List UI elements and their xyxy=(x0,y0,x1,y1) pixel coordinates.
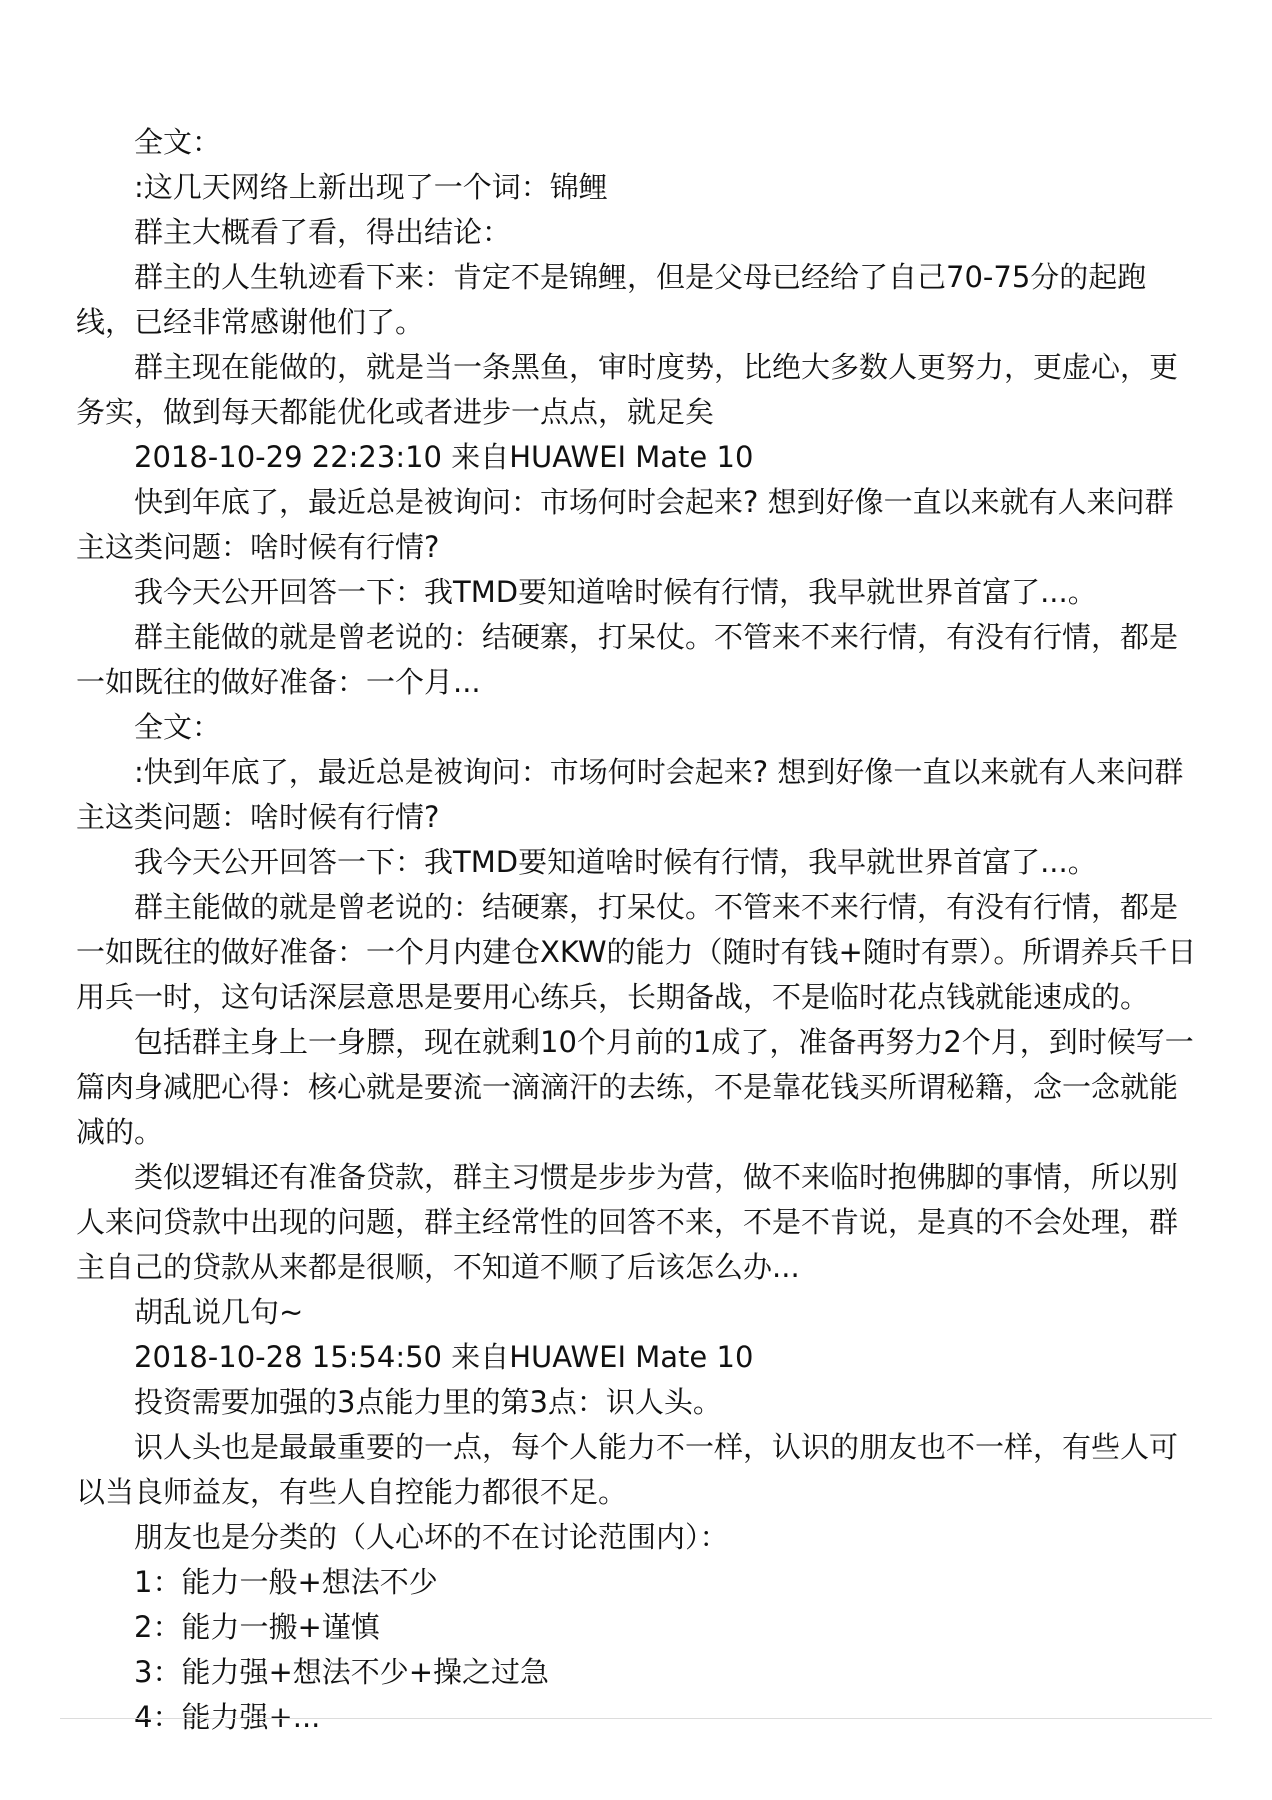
paragraph: 群主现在能做的，就是当一条黑鱼，审时度势，比绝大多数人更努力，更虚心，更务实，做到每天都能优化或者进步一点点，就足矣 xyxy=(76,350,1179,429)
paragraph: :快到年底了，最近总是被询问：市场何时会起来? 想到好像一直以来就有人来问群主这类问题：啥时候有行情? xyxy=(76,755,1184,834)
paragraph: 快到年底了，最近总是被询问：市场何时会起来? 想到好像一直以来就有人来问群主这类问题：啥时候有行情? xyxy=(76,485,1174,564)
paragraph: 包括群主身上一身膘，现在就剩10个月前的1成了，准备再努力2个月，到时候写一篇肉身减肥心得：核心就是要流一滴滴汗的去练，不是靠花钱买所谓秘籍，念一念就能减的。 xyxy=(76,1025,1194,1149)
paragraph: 群主能做的就是曾老说的：结硬寨，打呆仗。不管来不来行情，有没有行情，都是一如既往的做好准备：一个月... xyxy=(76,620,1179,699)
paragraph: 全文： xyxy=(134,125,222,159)
footer-divider xyxy=(60,1718,1212,1719)
paragraph: 群主的人生轨迹看下来：肯定不是锦鲤，但是父母已经给了自己70-75分的起跑线，已经非常感谢他们了。 xyxy=(76,260,1147,339)
document-body xyxy=(76,120,1200,1740)
paragraph: 类似逻辑还有准备贷款，群主习惯是步步为营，做不来临时抱佛脚的事情，所以别人来问贷款中出现的问题，群主经常性的回答不来，不是不肯说，是真的不会处理，群主自己的贷款从来都是很顺，不知道不顺了后该怎么办... xyxy=(76,1160,1179,1284)
paragraph: 全文： xyxy=(134,710,222,744)
paragraph: 2：能力一搬+谨慎 xyxy=(134,1610,380,1644)
paragraph: 群主能做的就是曾老说的：结硬寨，打呆仗。不管来不来行情，有没有行情，都是一如既往的做好准备：一个月内建仓XKW的能力（随时有钱+随时有票）。所谓养兵千日用兵一时，这句话深层意思是要用心练兵，长期备战，不是临时花点钱就能速成的。 xyxy=(76,890,1197,1014)
paragraph: 我今天公开回答一下：我TMD要知道啥时候有行情，我早就世界首富了...。 xyxy=(134,845,1097,879)
paragraph: 4：能力强+... xyxy=(134,1700,321,1734)
paragraph: 3：能力强+想法不少+操之过急 xyxy=(134,1655,550,1689)
paragraph: 投资需要加强的3点能力里的第3点：识人头。 xyxy=(134,1385,722,1419)
paragraph: :这几天网络上新出现了一个词：锦鲤 xyxy=(134,170,608,204)
paragraph: 胡乱说几句~ xyxy=(134,1295,304,1329)
paragraph: 我今天公开回答一下：我TMD要知道啥时候有行情，我早就世界首富了...。 xyxy=(134,575,1097,609)
paragraph: 2018-10-29 22:23:10 来自HUAWEI Mate 10 xyxy=(134,440,754,474)
paragraph: 1：能力一般+想法不少 xyxy=(134,1565,438,1599)
paragraph: 群主大概看了看，得出结论： xyxy=(134,215,512,249)
paragraph: 2018-10-28 15:54:50 来自HUAWEI Mate 10 xyxy=(134,1340,754,1374)
paragraph: 朋友也是分类的（人心坏的不在讨论范围内）： xyxy=(134,1520,729,1554)
paragraph: 识人头也是最最重要的一点，每个人能力不一样，认识的朋友也不一样，有些人可以当良师益友，有些人自控能力都很不足。 xyxy=(76,1430,1179,1509)
